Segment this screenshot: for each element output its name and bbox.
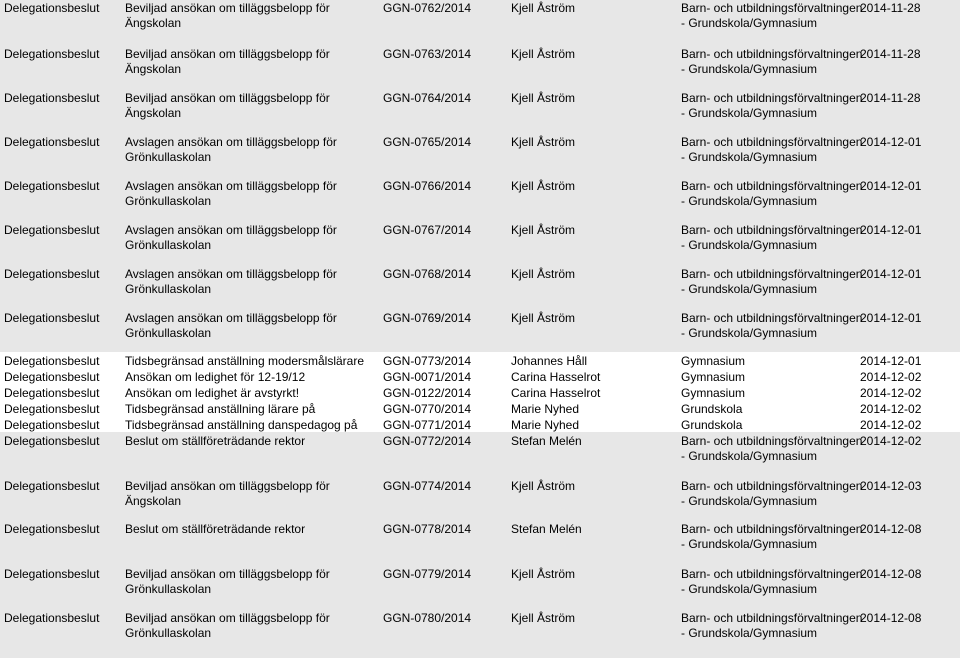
table-row	[0, 352, 960, 368]
description-cell-line: Avslagen ansökan om tilläggsbelopp för	[125, 223, 337, 237]
date-cell: 2014-12-03	[860, 479, 922, 493]
department-cell-line: - Grundskola/Gymnasium	[681, 282, 818, 296]
department-cell-line: Barn- och utbildningsförvaltningen	[681, 1, 863, 15]
case-number-cell: GGN-0770/2014	[383, 402, 472, 416]
case-number-cell: GGN-0779/2014	[383, 567, 472, 581]
department-cell-line: Barn- och utbildningsförvaltningen	[681, 611, 863, 625]
decision-maker-cell: Stefan Melén	[511, 434, 582, 448]
decision-type-cell: Delegationsbeslut	[4, 1, 100, 15]
department-cell	[681, 522, 862, 552]
description-cell-line: Beviljad ansökan om tilläggsbelopp för	[125, 567, 330, 581]
department-cell-line: Barn- och utbildningsförvaltningen	[681, 522, 863, 536]
description-cell-line: Avslagen ansökan om tilläggsbelopp för	[125, 135, 337, 149]
decision-type-cell: Delegationsbeslut	[4, 567, 100, 581]
case-number-cell: GGN-0763/2014	[383, 47, 472, 61]
department-cell	[681, 434, 862, 464]
department-cell-line: - Grundskola/Gymnasium	[681, 16, 818, 30]
description-cell-line: Grönkullaskolan	[125, 326, 212, 340]
description-cell	[125, 611, 330, 641]
decision-type-cell: Delegationsbeslut	[4, 179, 100, 193]
description-cell-line: Beviljad ansökan om tilläggsbelopp för	[125, 1, 330, 15]
department-cell	[681, 386, 745, 401]
description-cell-line: Tidsbegränsad anställning danspedagog på	[125, 418, 358, 432]
decision-type-cell: Delegationsbeslut	[4, 47, 100, 61]
table-row	[0, 564, 960, 608]
department-cell	[681, 479, 862, 509]
case-number-cell: GGN-0071/2014	[383, 370, 472, 384]
department-cell-line: - Grundskola/Gymnasium	[681, 238, 818, 252]
decision-type-cell: Delegationsbeslut	[4, 223, 100, 237]
description-cell	[125, 354, 364, 369]
case-number-cell: GGN-0122/2014	[383, 386, 472, 400]
date-cell: 2014-12-08	[860, 567, 922, 581]
description-cell-line: Ängskolan	[125, 62, 182, 76]
decision-type-cell: Delegationsbeslut	[4, 370, 100, 384]
decision-type-cell: Delegationsbeslut	[4, 135, 100, 149]
description-cell-line: Beslut om ställföreträdande rektor	[125, 522, 306, 536]
table-row	[0, 264, 960, 308]
case-number-cell: GGN-0771/2014	[383, 418, 472, 432]
table-row	[0, 520, 960, 564]
department-cell	[681, 91, 862, 121]
decision-maker-cell: Carina Hasselrot	[511, 370, 601, 384]
date-cell: 2014-12-02	[860, 370, 922, 384]
description-cell	[125, 386, 299, 401]
decision-type-cell: Delegationsbeslut	[4, 311, 100, 325]
department-cell	[681, 418, 742, 433]
department-cell-line: - Grundskola/Gymnasium	[681, 582, 818, 596]
department-cell	[681, 567, 862, 597]
department-cell-line: Barn- och utbildningsförvaltningen	[681, 179, 863, 193]
decision-type-cell: Delegationsbeslut	[4, 434, 100, 448]
department-cell-line: Gymnasium	[681, 386, 746, 400]
decision-type-cell: Delegationsbeslut	[4, 522, 100, 536]
table-row	[0, 432, 960, 476]
date-cell: 2014-12-02	[860, 434, 922, 448]
case-number-cell: GGN-0778/2014	[383, 522, 472, 536]
description-cell	[125, 522, 305, 537]
date-cell: 2014-11-28	[860, 47, 921, 61]
table-row	[0, 88, 960, 132]
department-cell	[681, 611, 862, 641]
description-cell-line: Ängskolan	[125, 106, 182, 120]
case-number-cell: GGN-0767/2014	[383, 223, 472, 237]
department-cell-line: Barn- och utbildningsförvaltningen	[681, 479, 863, 493]
description-cell-line: Avslagen ansökan om tilläggsbelopp för	[125, 267, 337, 281]
department-cell-line: Barn- och utbildningsförvaltningen	[681, 135, 863, 149]
decision-maker-cell: Kjell Åström	[511, 267, 576, 281]
department-cell-line: - Grundskola/Gymnasium	[681, 194, 818, 208]
decision-type-cell: Delegationsbeslut	[4, 267, 100, 281]
table-row	[0, 132, 960, 176]
table-row	[0, 44, 960, 88]
decision-maker-cell: Kjell Åström	[511, 223, 576, 237]
department-cell-line: Barn- och utbildningsförvaltningen	[681, 567, 863, 581]
department-cell-line: - Grundskola/Gymnasium	[681, 626, 818, 640]
department-cell	[681, 267, 862, 297]
description-cell-line: Tidsbegränsad anställning lärare på	[125, 402, 316, 416]
department-cell-line: Barn- och utbildningsförvaltningen	[681, 91, 863, 105]
table-row	[0, 368, 960, 384]
description-cell	[125, 402, 315, 417]
table-row	[0, 476, 960, 520]
table-row	[0, 0, 960, 44]
description-cell	[125, 370, 305, 385]
department-cell	[681, 179, 862, 209]
case-number-cell: GGN-0780/2014	[383, 611, 472, 625]
date-cell: 2014-11-28	[860, 1, 921, 15]
department-cell-line: - Grundskola/Gymnasium	[681, 106, 818, 120]
department-cell-line: - Grundskola/Gymnasium	[681, 150, 818, 164]
decision-type-cell: Delegationsbeslut	[4, 354, 100, 368]
table-row	[0, 220, 960, 264]
description-cell-line: Grönkullaskolan	[125, 282, 212, 296]
table-row	[0, 308, 960, 352]
description-cell-line: Grönkullaskolan	[125, 238, 212, 252]
date-cell: 2014-12-01	[860, 135, 922, 149]
case-number-cell: GGN-0764/2014	[383, 91, 472, 105]
description-cell	[125, 567, 330, 597]
department-cell-line: - Grundskola/Gymnasium	[681, 326, 818, 340]
table-row	[0, 416, 960, 432]
description-cell	[125, 179, 337, 209]
description-cell	[125, 311, 337, 341]
description-cell-line: Beviljad ansökan om tilläggsbelopp för	[125, 91, 330, 105]
department-cell	[681, 135, 862, 165]
decision-maker-cell: Kjell Åström	[511, 91, 576, 105]
table-row	[0, 400, 960, 416]
description-cell	[125, 1, 330, 31]
decision-maker-cell: Kjell Åström	[511, 611, 576, 625]
description-cell	[125, 434, 305, 449]
description-cell-line: Ansökan om ledighet är avstyrkt!	[125, 386, 300, 400]
date-cell: 2014-12-01	[860, 267, 922, 281]
decision-maker-cell: Marie Nyhed	[511, 402, 580, 416]
department-cell-line: - Grundskola/Gymnasium	[681, 537, 818, 551]
decision-maker-cell: Kjell Åström	[511, 479, 576, 493]
decision-type-cell: Delegationsbeslut	[4, 611, 100, 625]
department-cell	[681, 223, 862, 253]
department-cell-line: - Grundskola/Gymnasium	[681, 449, 818, 463]
department-cell-line: - Grundskola/Gymnasium	[681, 62, 818, 76]
decision-maker-cell: Kjell Åström	[511, 1, 576, 15]
description-cell	[125, 479, 330, 509]
description-cell	[125, 223, 337, 253]
decision-maker-cell: Stefan Melén	[511, 522, 582, 536]
date-cell: 2014-12-08	[860, 611, 922, 625]
description-cell	[125, 267, 337, 297]
description-cell-line: Beslut om ställföreträdande rektor	[125, 434, 306, 448]
date-cell: 2014-12-01	[860, 179, 922, 193]
decision-type-cell: Delegationsbeslut	[4, 402, 100, 416]
department-cell-line: Barn- och utbildningsförvaltningen	[681, 47, 863, 61]
department-cell-line: Barn- och utbildningsförvaltningen	[681, 311, 863, 325]
decision-maker-cell: Kjell Åström	[511, 567, 576, 581]
description-cell-line: Grönkullaskolan	[125, 194, 212, 208]
date-cell: 2014-12-01	[860, 223, 922, 237]
date-cell: 2014-12-01	[860, 354, 922, 368]
description-cell-line: Avslagen ansökan om tilläggsbelopp för	[125, 179, 337, 193]
decision-type-cell: Delegationsbeslut	[4, 479, 100, 493]
description-cell	[125, 135, 337, 165]
description-cell-line: Tidsbegränsad anställning modersmålslärare	[125, 354, 365, 368]
case-number-cell: GGN-0769/2014	[383, 311, 472, 325]
description-cell-line: Grönkullaskolan	[125, 626, 212, 640]
case-number-cell: GGN-0766/2014	[383, 179, 472, 193]
department-cell	[681, 370, 745, 385]
department-cell-line: Barn- och utbildningsförvaltningen	[681, 434, 863, 448]
description-cell-line: Ängskolan	[125, 16, 182, 30]
department-cell	[681, 47, 862, 77]
department-cell	[681, 311, 862, 341]
department-cell-line: - Grundskola/Gymnasium	[681, 494, 818, 508]
decision-maker-cell: Kjell Åström	[511, 179, 576, 193]
decision-maker-cell: Johannes Håll	[511, 354, 588, 368]
date-cell: 2014-11-28	[860, 91, 921, 105]
description-cell	[125, 418, 357, 433]
case-number-cell: GGN-0772/2014	[383, 434, 472, 448]
case-number-cell: GGN-0774/2014	[383, 479, 472, 493]
department-cell-line: Grundskola	[681, 418, 743, 432]
table-row	[0, 384, 960, 400]
description-cell-line: Grönkullaskolan	[125, 582, 212, 596]
department-cell	[681, 402, 742, 417]
department-cell	[681, 354, 745, 369]
decision-maker-cell: Kjell Åström	[511, 47, 576, 61]
case-number-cell: GGN-0773/2014	[383, 354, 472, 368]
case-number-cell: GGN-0765/2014	[383, 135, 472, 149]
department-cell-line: Gymnasium	[681, 354, 746, 368]
decision-maker-cell: Marie Nyhed	[511, 418, 580, 432]
description-cell-line: Ängskolan	[125, 494, 182, 508]
description-cell	[125, 47, 330, 77]
date-cell: 2014-12-08	[860, 522, 922, 536]
description-cell-line: Ansökan om ledighet för 12-19/12	[125, 370, 306, 384]
date-cell: 2014-12-02	[860, 418, 922, 432]
department-cell-line: Grundskola	[681, 402, 743, 416]
case-number-cell: GGN-0768/2014	[383, 267, 472, 281]
decision-type-cell: Delegationsbeslut	[4, 418, 100, 432]
decision-maker-cell: Kjell Åström	[511, 135, 576, 149]
table-row	[0, 608, 960, 658]
department-cell-line: Barn- och utbildningsförvaltningen	[681, 223, 863, 237]
description-cell	[125, 91, 330, 121]
table-row	[0, 176, 960, 220]
description-cell-line: Avslagen ansökan om tilläggsbelopp för	[125, 311, 337, 325]
date-cell: 2014-12-01	[860, 311, 922, 325]
case-number-cell: GGN-0762/2014	[383, 1, 472, 15]
decision-type-cell: Delegationsbeslut	[4, 91, 100, 105]
description-cell-line: Beviljad ansökan om tilläggsbelopp för	[125, 611, 330, 625]
date-cell: 2014-12-02	[860, 386, 922, 400]
decision-maker-cell: Carina Hasselrot	[511, 386, 601, 400]
department-cell	[681, 1, 862, 31]
decision-maker-cell: Kjell Åström	[511, 311, 576, 325]
description-cell-line: Beviljad ansökan om tilläggsbelopp för	[125, 479, 330, 493]
description-cell-line: Grönkullaskolan	[125, 150, 212, 164]
decision-type-cell: Delegationsbeslut	[4, 386, 100, 400]
department-cell-line: Barn- och utbildningsförvaltningen	[681, 267, 863, 281]
department-cell-line: Gymnasium	[681, 370, 746, 384]
date-cell: 2014-12-02	[860, 402, 922, 416]
description-cell-line: Beviljad ansökan om tilläggsbelopp för	[125, 47, 330, 61]
